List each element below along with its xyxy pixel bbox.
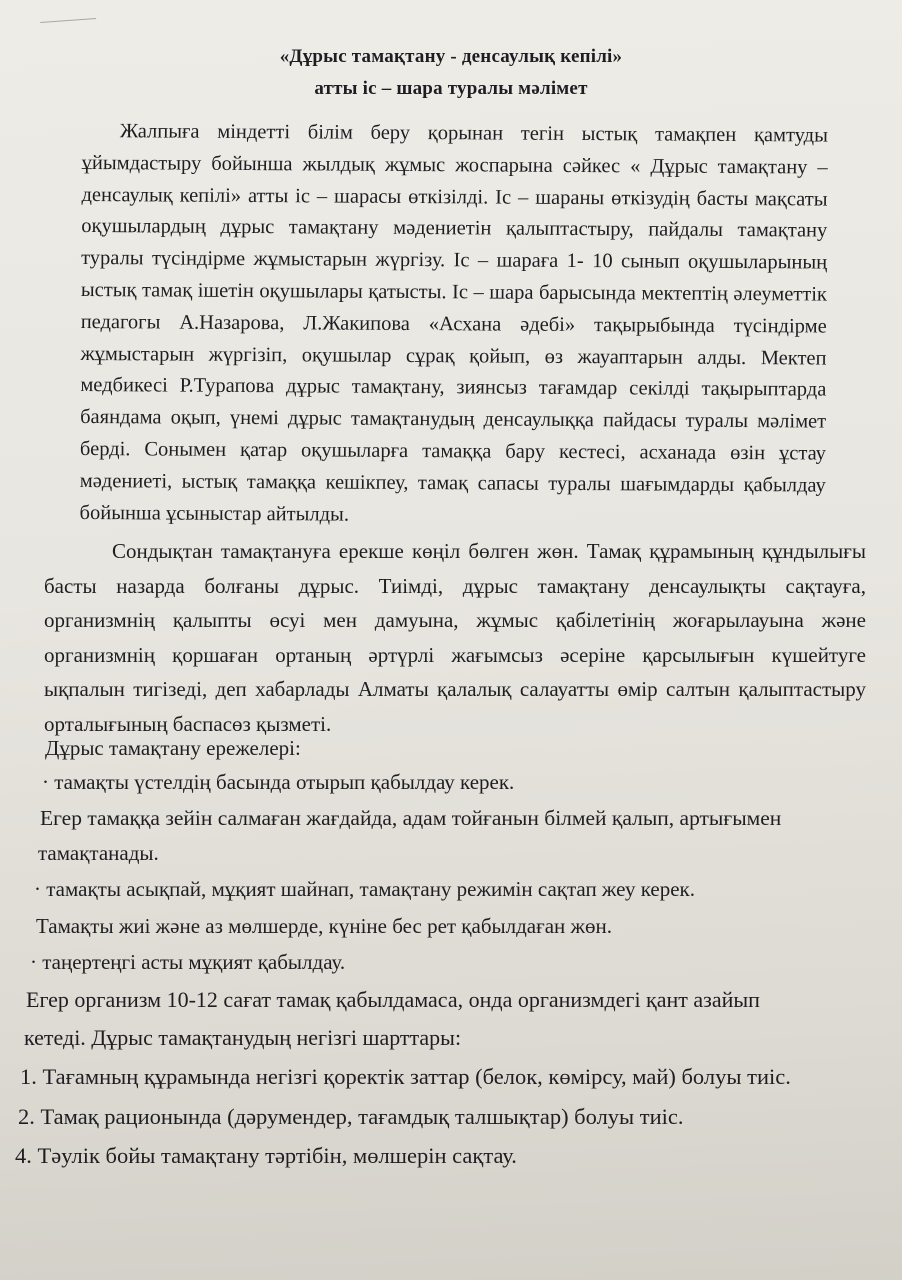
condition-item: 2. Тамақ рационында (дәрумендер, тағамдық талшықтар) болуы тиіс. [18, 1104, 684, 1129]
rule-item: · тамақты асықпай, мұқият шайнап, тамақтану режимін сақтап жеу керек. [34, 877, 695, 901]
document-title: «Дұрыс тамақтану - денсаулық кепілі» [279, 46, 623, 67]
rule-note: тамақтанады. [38, 841, 159, 865]
rule-note: Егер организм 10-12 сағат тамақ қабылдамаса, онда организмдегі қант азайып [26, 987, 760, 1012]
rule-item: · таңертеңгі асты мұқият қабылдау. [30, 950, 346, 974]
rule-note: кетеді. Дұрыс тамақтанудың негізгі шарттары: [24, 1025, 462, 1050]
document-subtitle: атты іс – шара туралы мәлімет [314, 78, 588, 99]
pen-mark [40, 12, 96, 23]
paragraph-importance: Сондықтан тамақтануға ерекше көңіл бөлген жөн. Тамақ құрамының құндылығы басты назарда болғаны дұрыс. Тиімді, дұрыс тамақтану денсаулықты сақтауға, организмнің қалыпты өсуі мен дамуына, жұмыс қабілетінің жоғарылауына және организмнің қоршаған ортаның әртүрлі жағымсыз әсеріне қарсылығын күшейтуге ықпалын тигізеді, деп хабарлады Алматы қалалық салауатты өмір салтын қалыптастыру орталығының баспасөз қызметі. [44, 539, 866, 736]
condition-item: 4. Тәулік бойы тамақтану тәртібін, мөлшерін сақтау. [15, 1143, 517, 1168]
rule-note: Егер тамаққа зейін салмаған жағдайда, адам тойғанын білмей қалып, артығымен [40, 806, 782, 830]
rule-item: · тамақты үстелдің басында отырып қабылдау керек. [42, 770, 515, 794]
rule-note: Тамақты жиі және аз мөлшерде, күніне бес рет қабылдаған жөн. [36, 914, 613, 938]
rules-heading: Дұрыс тамақтану ережелері: [45, 736, 301, 760]
condition-item: 1. Тағамның құрамында негізгі қоректік заттар (белок, көмірсу, май) болуы тиіс. [20, 1064, 791, 1089]
paragraph-intro: Жалпыға міндетті білім беру қорынан тегін ыстық тамақпен қамтуды ұйымдастыру бойынша жылдық жұмыс жоспарына сәйкес « Дұрыс тамақтану – денсаулық кепілі» атты іс – шарасы өткізілді. Іс – шараны өткізудің басты мақсаты оқушылардың дұрыс тамақтану мәдениетін қалыптастыру, пайдалы тамақтану туралы түсіндірме жұмыстарын жүргізу. Іс – шараға 1- 10 сынып оқушыларының ыстық тамақ ішетін оқушылары қатысты. Іс – шара барысында мектептің әлеуметтік педагогы А.Назарова, Л.Жакипова «Асхана әдебі» тақырыбында түсіндірме жұмыстарын жүргізіп, оқушылар сұрақ қойып, өз жауаптарын алды. Мектеп медбикесі Р.Турапова дұрыс тамақтану, зиянсыз тағамдар секілді тақырыптарда баяндама оқып, үнемі дұрыс тамақтанудың денсаулыққа пайдасы туралы мәлімет берді. Сонымен қатар оқушыларға тамаққа бару кестесі, асханада өзін ұстау мәдениеті, ыстық тамаққа кешікпеу, тамақ сапасы туралы шағымдарды қабылдау бойынша ұсыныстар айтылды. [79, 120, 828, 526]
